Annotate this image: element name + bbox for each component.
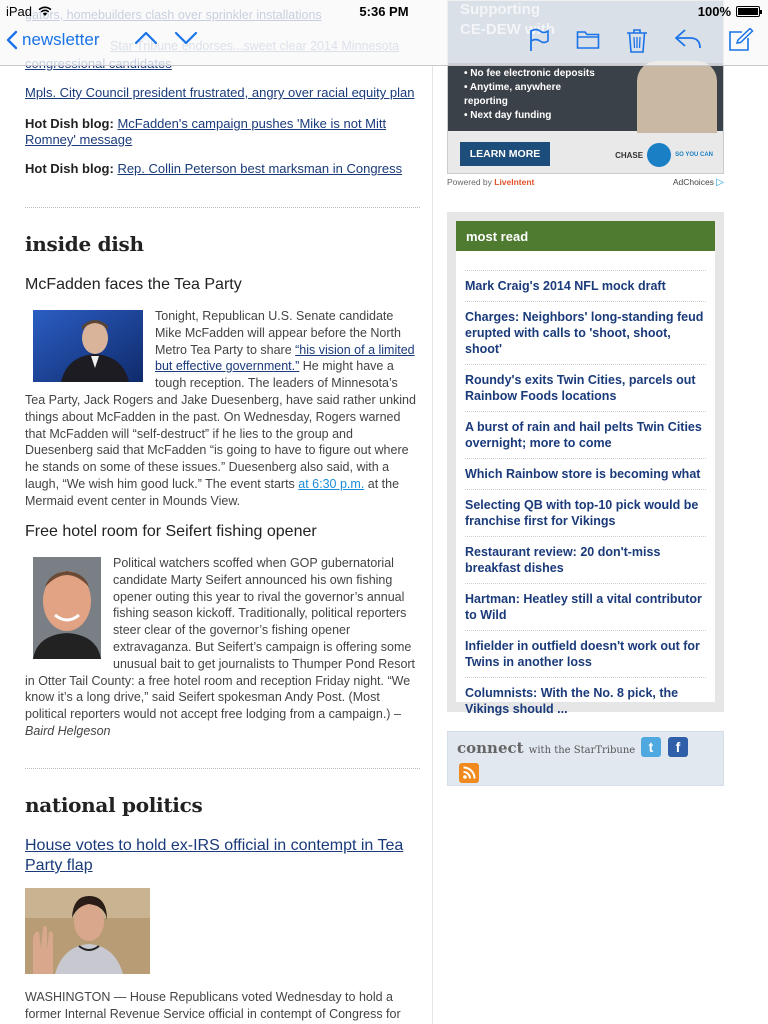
section-divider bbox=[25, 768, 420, 769]
blog-prefix: Hot Dish blog: bbox=[25, 116, 118, 131]
most-read-item[interactable]: Columnists: With the No. 8 pick, the Vikings should ... bbox=[465, 677, 706, 724]
article-link[interactable]: “his vision of a limited but effective government.” bbox=[155, 342, 415, 374]
article-text: at the Mermaid event center in Mounds View. bbox=[25, 476, 400, 508]
blog-prefix: Hot Dish blog: bbox=[25, 161, 118, 176]
connect-label bbox=[457, 739, 635, 757]
message-toolbar bbox=[528, 28, 754, 59]
adchoices-label: AdChoices bbox=[672, 177, 714, 187]
article-text: He might have a tough reception. The leaders of Minnesota’s Tea Party, Jack Rogers and Jake Duesenberg, have said rather unkind things about McFadden in the past. On Wednesday, Rogers warned that McFadden will “self-destruct” if he lies to the group and Duesenberg said that McFadden “is going to have to figure out where he stands on some of these issues.” Duesenberg also said, with a laugh, “We wish him good luck.” The event starts bbox=[25, 359, 416, 491]
ad-bullet: • Anytime, anywhere bbox=[464, 82, 562, 93]
battery-icon bbox=[736, 6, 760, 17]
headline-link[interactable]: Rep. Collin Peterson best marksman in Congress bbox=[117, 161, 403, 176]
adchoices-link[interactable] bbox=[673, 177, 724, 188]
irs-article-text: WASHINGTON — House Republicans voted Wednesday to hold a former Internal Revenue Service official in contempt of Congress for bbox=[25, 990, 401, 1021]
ad-bullet: • No fee electronic deposits bbox=[464, 68, 595, 79]
most-read-item[interactable]: A burst of rain and hail pelts Twin Cities overnight; more to come bbox=[465, 411, 706, 458]
chase-tagline: SO YOU CAN bbox=[675, 152, 713, 158]
chevron-down-icon[interactable] bbox=[174, 30, 198, 51]
headline-link[interactable]: McFadden's campaign pushes 'Mike is not Mitt Romney' message bbox=[25, 116, 387, 147]
seifert-photo bbox=[33, 557, 101, 659]
device-label: iPad bbox=[6, 4, 33, 19]
twitter-icon[interactable]: t bbox=[641, 737, 661, 757]
back-button[interactable] bbox=[6, 30, 99, 50]
back-label: newsletter bbox=[22, 30, 100, 49]
most-read-item[interactable]: Charges: Neighbors' long-standing feud erupted with calls to 'shoot, shoot, shoot' bbox=[465, 301, 706, 364]
irs-official-photo bbox=[25, 888, 150, 974]
chase-logo bbox=[615, 143, 713, 167]
event-time-link[interactable]: at 6:30 p.m. bbox=[298, 476, 365, 491]
compose-icon[interactable] bbox=[728, 28, 754, 59]
chase-octagon-icon bbox=[647, 143, 671, 167]
most-read-item[interactable]: Mark Craig's 2014 NFL mock draft bbox=[465, 270, 706, 301]
chevron-up-icon[interactable] bbox=[134, 30, 158, 51]
section-title-national-politics: national politics bbox=[25, 793, 203, 817]
most-read-item[interactable]: Selecting QB with top-10 pick would be franchise first for Vikings bbox=[465, 489, 706, 536]
folder-icon[interactable] bbox=[576, 28, 600, 59]
connect-title: connect bbox=[457, 739, 524, 757]
liveintent-logo[interactable]: LiveIntent bbox=[494, 177, 535, 187]
ad-footer bbox=[447, 177, 724, 187]
most-read-item[interactable]: Infielder in outfield doesn't work out for Twins in another loss bbox=[465, 630, 706, 677]
trash-icon[interactable] bbox=[626, 28, 648, 59]
headline-link[interactable]: Mpls. City Council president frustrated, angry over racial equity plan bbox=[25, 85, 415, 100]
connect-sub: with the StarTribune bbox=[528, 745, 636, 756]
article-title: Free hotel room for Seifert fishing opener bbox=[25, 523, 317, 540]
ad-bullets bbox=[464, 67, 595, 123]
section-title-inside-dish: inside dish bbox=[25, 232, 144, 256]
facebook-icon[interactable]: f bbox=[668, 737, 688, 757]
most-read-title: most read bbox=[456, 221, 715, 251]
most-read-item[interactable]: Hartman: Heatley still a vital contributor to Wild bbox=[465, 583, 706, 630]
headline-link-item[interactable] bbox=[25, 116, 420, 148]
message-navigation bbox=[134, 30, 198, 51]
article-body bbox=[25, 555, 420, 740]
column-divider bbox=[432, 66, 433, 1024]
article-body bbox=[25, 308, 420, 510]
flag-icon[interactable] bbox=[528, 28, 550, 59]
chase-brand: CHASE bbox=[615, 150, 644, 160]
section-divider bbox=[25, 207, 420, 208]
ad-bullet: reporting bbox=[464, 96, 508, 107]
mcfadden-photo bbox=[33, 310, 143, 382]
irs-headline-link[interactable]: House votes to hold ex-IRS official in contempt in Tea Party flap bbox=[25, 837, 404, 874]
most-read-box bbox=[447, 212, 724, 716]
connect-box bbox=[447, 731, 724, 786]
article-title: McFadden faces the Tea Party bbox=[25, 276, 242, 293]
most-read-item[interactable]: Which Rainbow store is becoming what bbox=[465, 458, 706, 489]
article-text: Tonight, Republican U.S. Senate candidate Mike McFadden will appear before the North Metro Tea Party to share bbox=[155, 309, 401, 357]
ios-status-bar bbox=[0, 0, 768, 22]
chevron-left-icon bbox=[6, 30, 18, 50]
headline-link-item[interactable] bbox=[25, 161, 420, 177]
ad-bullet: • Next day funding bbox=[464, 110, 552, 121]
adchoices-icon: ▷ bbox=[716, 177, 724, 188]
powered-by-label: Powered by bbox=[447, 177, 495, 187]
battery-percent: 100% bbox=[697, 4, 731, 19]
most-read-item[interactable]: Roundy's exits Twin Cities, parcels out Rainbow Foods locations bbox=[465, 364, 706, 411]
learn-more-button[interactable]: LEARN MORE bbox=[460, 142, 550, 166]
headline-link-item[interactable] bbox=[25, 85, 420, 101]
most-read-item[interactable]: Restaurant review: 20 don't-miss breakfast dishes bbox=[465, 536, 706, 583]
ad-person-image bbox=[637, 61, 717, 133]
status-time: 5:36 PM bbox=[359, 4, 409, 19]
most-read-list bbox=[456, 251, 715, 716]
byline: Baird Helgeson bbox=[25, 723, 111, 738]
reply-icon[interactable] bbox=[674, 28, 702, 59]
rss-icon[interactable] bbox=[459, 763, 479, 783]
article-text: Political watchers scoffed when GOP gubernatorial candidate Marty Seifert announced his own fishing opener outing this year to rival the governor’s annual fishing season kickoff. Traditionally, political reporters steer clear of the governor’s fishing opener extravaganza. But Seifert’s campaign is offering some unusual bait to get journalists to Thumper Pond Resort in Otter Tail County: a free hotel room and reception Friday night. “We know it’s a long drive,” said Seifert spokesman Andy Post. (Most political reporters would not accept free lodging from a campaign.) – bbox=[25, 556, 416, 722]
